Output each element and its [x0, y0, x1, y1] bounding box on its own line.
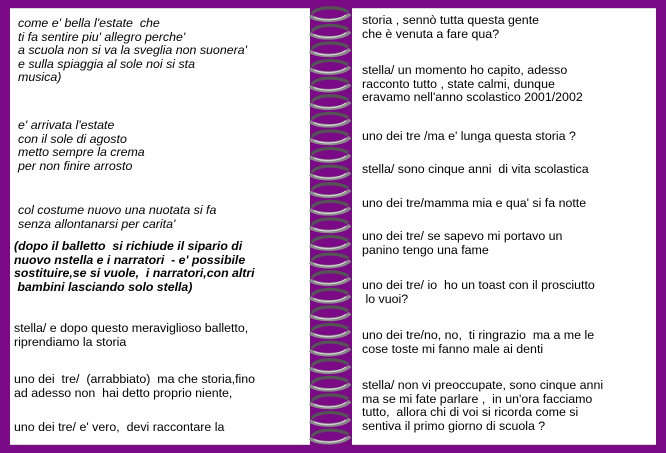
- dialogue-line: uno dei tre/ (arrabbiato) ma che storia,fino ad adesso non hai detto proprio niente,: [14, 372, 256, 400]
- dialogue-line: stella/ non vi preoccupate, sono cinque anni ma se mi fate parlare , in un'ora facciamo tutto, allora chi di voi si ricorda come si sentiva il primo giorno di scuola ?: [362, 378, 604, 433]
- spiral-binding: [300, 0, 360, 453]
- dialogue-line: stella/ sono cinque anni di vita scolastica: [362, 162, 589, 176]
- spiral-coil: [310, 166, 350, 179]
- spiral-coil: [310, 307, 350, 320]
- song-verse-1: come e' bella l'estate che ti fa sentire piu' allegro perche' a scuola non si va la sveglia non suonera' e sulla spiaggia al sole noi si sta musica): [18, 16, 247, 85]
- spiral-coil: [310, 289, 350, 302]
- spiral-coil: [310, 113, 350, 126]
- right-page: [352, 8, 656, 445]
- song-verse-3: col costume nuovo una nuotata si fa senza allontanarsi per carita': [18, 203, 217, 231]
- spiral-coil: [310, 254, 350, 267]
- spiral-coil: [310, 413, 350, 426]
- spiral-coil: [310, 25, 350, 38]
- spiral-coil: [310, 360, 350, 373]
- dialogue-line: uno dei tre/ e' vero, devi raccontare la: [14, 420, 225, 434]
- spiral-coil: [310, 272, 350, 285]
- spiral-coil: [310, 96, 350, 109]
- spiral-coil: [310, 219, 350, 232]
- spiral-coil: [310, 237, 350, 250]
- spiral-binding-icon: [300, 0, 360, 453]
- spiral-coil: [310, 184, 350, 197]
- dialogue-line: uno dei tre/mamma mia e qua' si fa notte: [362, 196, 587, 210]
- song-verse-2: e' arrivata l'estate con il sole di agosto metto sempre la crema per non finire arrosto: [18, 118, 145, 173]
- dialogue-line: uno dei tre/ se sapevo mi portavo un panino tengo una fame: [362, 229, 563, 257]
- dialogue-line: storia , sennò tutta questa gente che è venuta a fare qua?: [362, 13, 540, 41]
- dialogue-line: uno dei tre /ma e' lunga questa storia ?: [362, 129, 576, 143]
- spiral-coil: [310, 325, 350, 338]
- dialogue-line: uno dei tre/no, no, ti ringrazio ma a me le cose toste mi fanno male ai denti: [362, 328, 595, 356]
- dialogue-line: stella/ un momento ho capito, adesso racconto tutto , state calmi, dunque eravamo nell'anno scolastico 2001/2002: [362, 63, 583, 105]
- dialogue-line: uno dei tre/ io ho un toast con il prosciutto lo vuoi?: [362, 278, 595, 306]
- spiral-coil: [310, 43, 350, 56]
- spiral-coil: [310, 201, 350, 214]
- spiral-coil: [310, 430, 350, 443]
- spiral-coil: [310, 342, 350, 355]
- spiral-coil: [310, 395, 350, 408]
- spiral-coil: [310, 377, 350, 390]
- stage-direction: (dopo il balletto si richiude il sipario di nuovo nstella e i narratori - e' possibile sostituire,se si vuole, i narratori,con altri bambini lasciando solo stella): [14, 239, 255, 294]
- dialogue-line: stella/ e dopo questo meraviglioso balletto, riprendiamo la storia: [14, 321, 249, 349]
- spiral-coil: [310, 131, 350, 144]
- spiral-coil: [310, 78, 350, 91]
- left-page: [10, 8, 310, 445]
- spiral-coil: [310, 8, 350, 21]
- spiral-coil: [310, 149, 350, 162]
- spiral-coil: [310, 61, 350, 74]
